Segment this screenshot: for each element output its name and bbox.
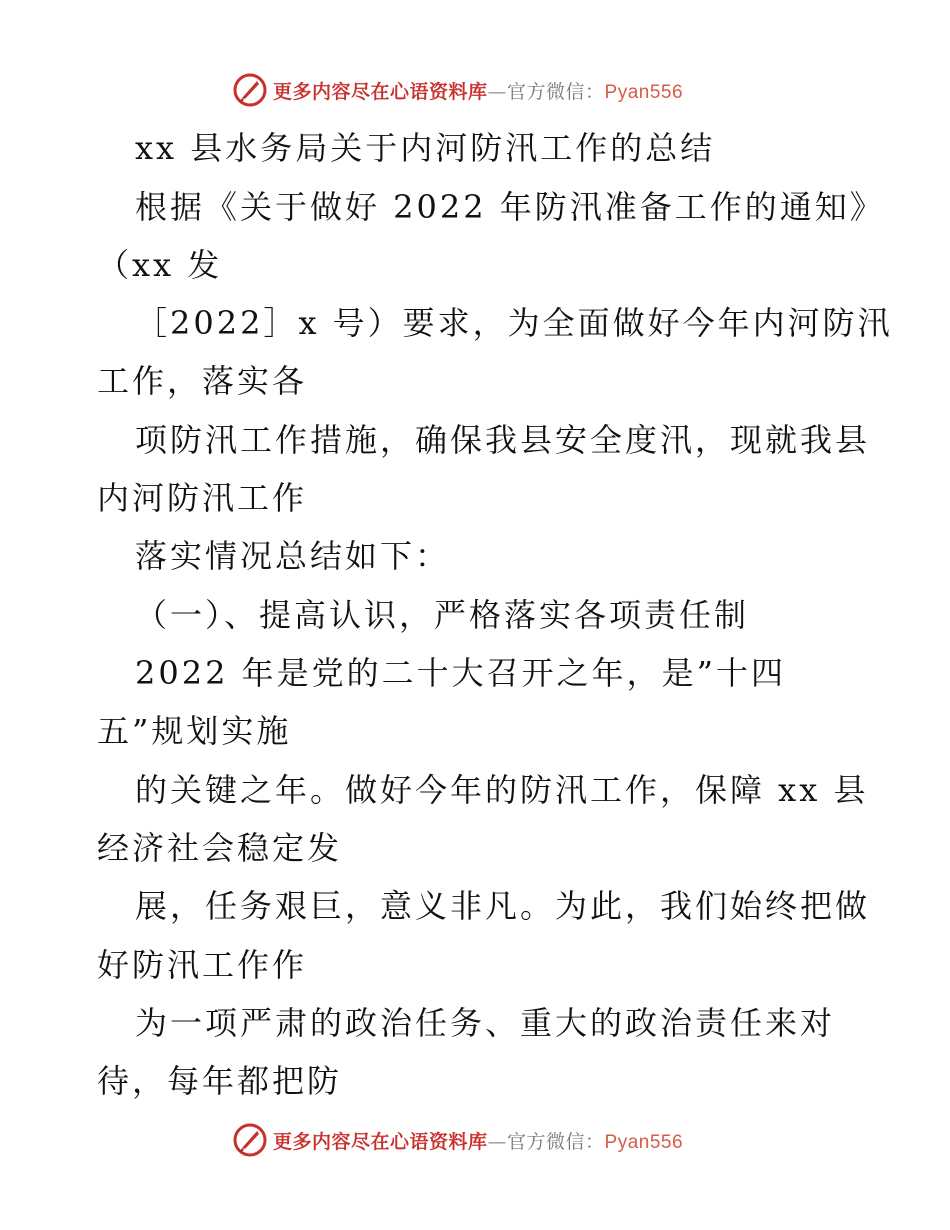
text-line: ［2022］x 号）要求，为全面做好今年内河防汛 xyxy=(135,304,893,342)
text-line: 经济社会稳定发 xyxy=(97,829,343,867)
text-line: 五”规划实施 xyxy=(97,712,292,750)
text-line: 2022 年是党的二十大召开之年，是”十四 xyxy=(135,654,786,692)
watermark-text: 更多内容尽在心语资料库—官方微信：Pyan556 xyxy=(273,80,684,103)
text-line: 根据《关于做好 2022 年防汛准备工作的通知》 xyxy=(135,188,885,226)
text-line: 待，每年都把防 xyxy=(97,1062,343,1100)
section-heading: （一）、提高认识，严格落实各项责任制 xyxy=(135,596,750,634)
text-line: （xx 发 xyxy=(97,246,223,284)
watermark-text: 更多内容尽在心语资料库—官方微信：Pyan556 xyxy=(273,1130,684,1153)
text-line: 工作，落实各 xyxy=(97,362,308,400)
text-line: 的关键之年。做好今年的防汛工作，保障 xx 县 xyxy=(135,771,869,809)
footer-watermark xyxy=(233,1122,683,1158)
text-line: 展，任务艰巨，意义非凡。为此，我们始终把做 xyxy=(135,887,871,925)
document-title: xx 县水务局关于内河防汛工作的总结 xyxy=(135,129,716,167)
text-line: 项防汛工作措施，确保我县安全度汛，现就我县 xyxy=(135,421,871,459)
quill-logo-icon xyxy=(233,73,267,107)
header-watermark xyxy=(233,72,683,108)
text-line: 落实情况总结如下： xyxy=(135,537,451,575)
quill-logo-icon xyxy=(233,1123,267,1157)
text-line: 内河防汛工作 xyxy=(97,479,308,517)
text-line: 好防汛工作作 xyxy=(97,946,308,984)
text-line: 为一项严肃的政治任务、重大的政治责任来对 xyxy=(135,1004,836,1042)
